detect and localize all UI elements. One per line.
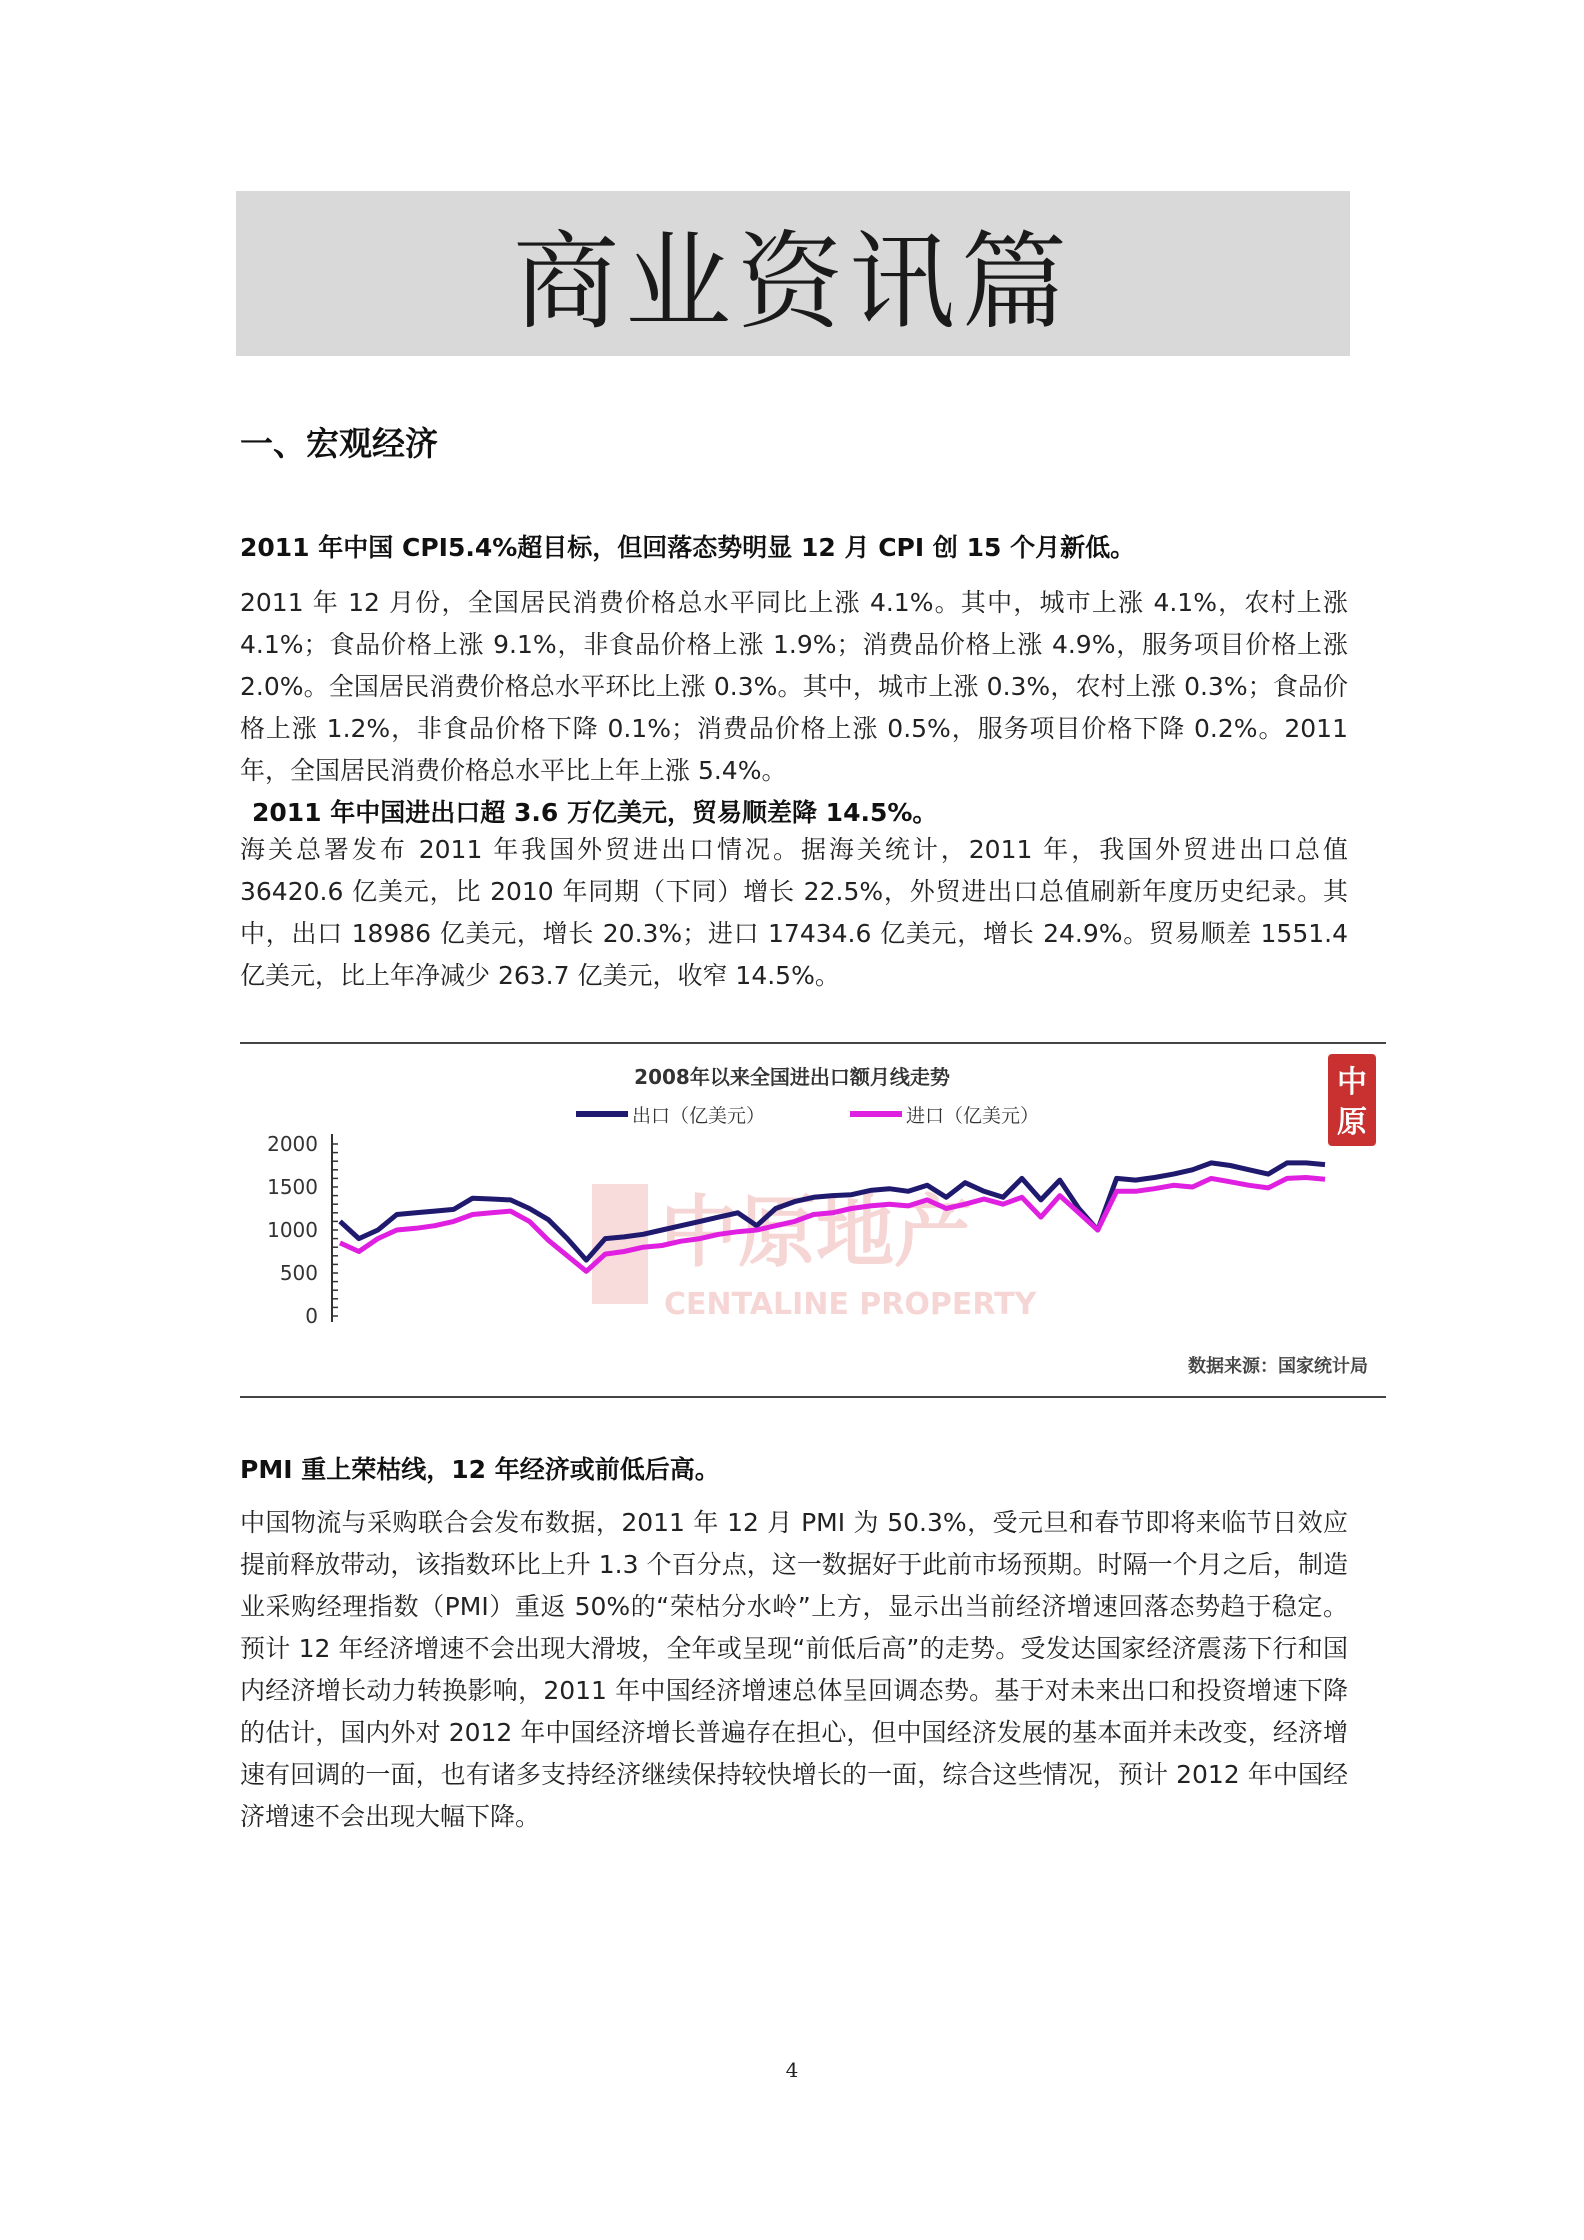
page-number: 4 bbox=[785, 2058, 799, 2082]
y-tick-label: 1500 bbox=[267, 1175, 318, 1199]
y-tick-label: 1000 bbox=[267, 1218, 318, 1242]
cpi-paragraph: 2011 年 12 月份，全国居民消费价格总水平同比上涨 4.1%。其中，城市上涨 4.1%，农村上涨 4.1%；食品价格上涨 9.1%，非食品价格上涨 1.9%；消费品价格上涨 4.9%，服务项目价格上涨 2.0%。全国居民消费价格总水平环比上涨 0.3%。其中，城市上涨 0.3%，农村上涨 0.3%；食品价格上涨 1.2%，非食品价格下降 0.1%；消费品价格上涨 0.5%，服务项目价格下降 0.2%。2011 年，全国居民消费价格总水平比上年上涨 5.4%。 bbox=[240, 588, 1348, 785]
pmi-headline: PMI 重上荣枯线，12 年经济或前低后高。 bbox=[240, 1455, 720, 1484]
trade-headline: 2011 年中国进出口超 3.6 万亿美元，贸易顺差降 14.5%。 bbox=[252, 798, 938, 827]
legend-label-export: 出口（亿美元） bbox=[632, 1105, 766, 1127]
y-tick-label: 0 bbox=[305, 1304, 318, 1328]
chart-title: 2008年以来全国进出口额月线走势 bbox=[634, 1065, 950, 1089]
banner-title: 商业资讯篇 bbox=[513, 220, 1073, 344]
y-tick-label: 500 bbox=[279, 1261, 318, 1285]
trade-paragraph: 海关总署发布 2011 年我国外贸进出口情况。据海关统计，2011 年，我国外贸进出口总值 36420.6 亿美元，比 2010 年同期（下同）增长 22.5%，外贸进出口总值刷新年度历史纪录。其中，出口 18986 亿美元，增长 20.3%；进口 17434.6 亿美元，增长 24.9%。贸易顺差 1551.4 亿美元，比上年净减少 263.7 亿美元，收窄 14.5%。 bbox=[240, 835, 1348, 990]
title-banner bbox=[236, 191, 1350, 356]
section-heading: 一、宏观经济 bbox=[240, 424, 438, 463]
watermark-cn: 中原地产 bbox=[660, 1188, 973, 1278]
chart-legend bbox=[576, 1105, 1039, 1127]
watermark-en: CENTALINE PROPERTY bbox=[664, 1287, 1037, 1322]
cpi-headline: 2011 年中国 CPI5.4%超目标，但回落态势明显 12 月 CPI 创 15 个月新低。 bbox=[240, 533, 1136, 562]
logo-char-2: 原 bbox=[1337, 1105, 1367, 1140]
legend-label-import: 进口（亿美元） bbox=[906, 1105, 1040, 1127]
logo-char-1: 中 bbox=[1337, 1065, 1367, 1100]
chart-source: 数据来源：国家统计局 bbox=[1188, 1356, 1368, 1377]
y-tick-label: 2000 bbox=[267, 1132, 318, 1156]
y-ticks bbox=[267, 1132, 338, 1328]
pmi-paragraph: 中国物流与采购联合会发布数据，2011 年 12 月 PMI 为 50.3%，受元旦和春节即将来临节日效应提前释放带动，该指数环比上升 1.3 个百分点，这一数据好于此前市场预期。时隔一个月之后，制造业采购经理指数（PMI）重返 50%的“荣枯分水岭”上方，显示出当前经济增速回落态势趋于稳定。预计 12 年经济增速不会出现大滑坡，全年或呈现“前低后高”的走势。受发达国家经济震荡下行和国内经济增长动力转换影响，2011 年中国经济增速总体呈回调态势。基于对未来出口和投资增速下降的估计，国内外对 2012 年中国经济增长普遍存在担心，但中国经济发展的基本面并未改变，经济增速有回调的一面，也有诸多支持经济继续保持较快增长的一面，综合这些情况，预计 2012 年中国经济增速不会出现大幅下降。 bbox=[240, 1508, 1348, 1831]
trade-chart-svg bbox=[240, 1044, 1386, 1396]
centaline-logo bbox=[1328, 1054, 1376, 1146]
trade-chart bbox=[240, 1042, 1386, 1398]
